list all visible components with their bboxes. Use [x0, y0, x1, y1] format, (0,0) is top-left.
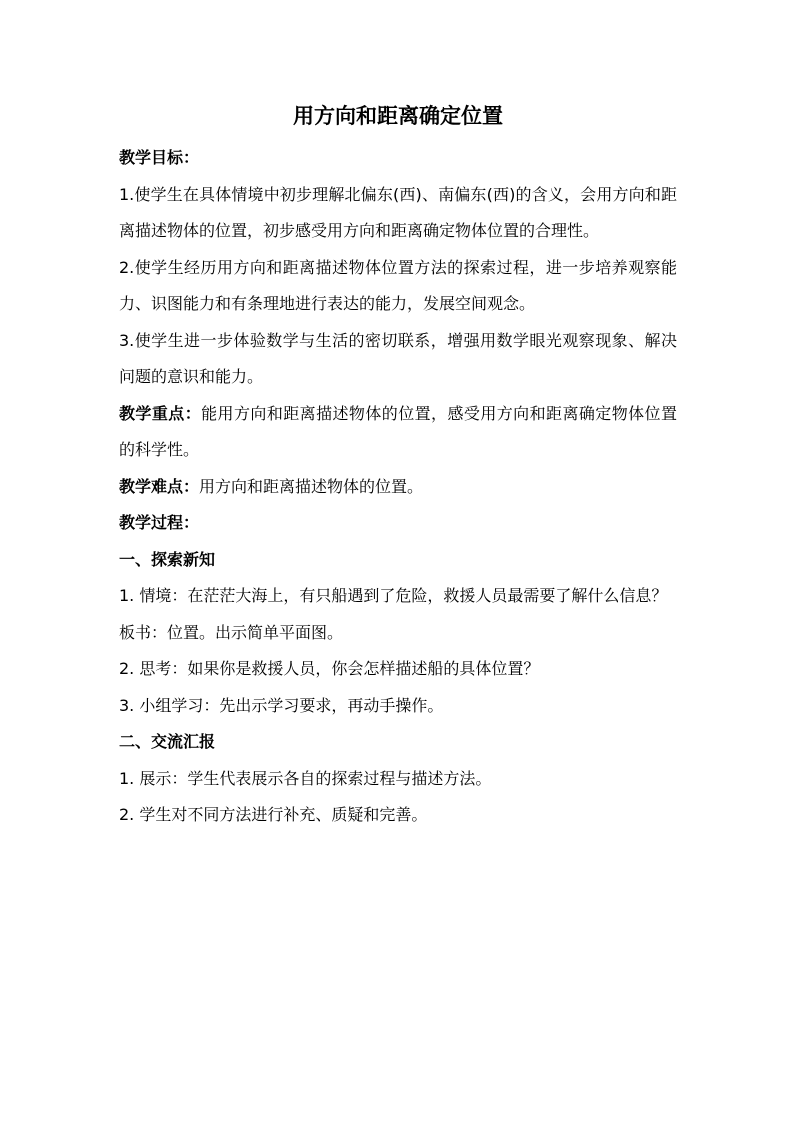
objective-item-1: 1.使学生在具体情境中初步理解北偏东(西)、南偏东(西)的含义，会用方向和距离描述物体的位置，初步感受用方向和距离确定物体位置的合理性。 [119, 184, 677, 240]
section1-item-1: 1. 情境：在茫茫大海上，有只船遇到了危险，救援人员最需要了解什么信息？ [119, 586, 668, 605]
section2-item-1: 1. 展示：学生代表展示各自的探索过程与描述方法。 [119, 768, 492, 788]
key-point-paragraph [119, 396, 677, 469]
section1-heading: 一、探索新知 [119, 549, 216, 569]
difficulty-paragraph [119, 469, 677, 506]
objective-item-2: 2.使学生经历用方向和距离描述物体位置方法的探索过程，进一步培养观察能力、识图能力和有条理地进行表达的能力，发展空间观念。 [119, 257, 677, 313]
document-body [119, 100, 677, 834]
section2-heading: 二、交流汇报 [119, 732, 216, 751]
difficulty-label: 教学难点： [119, 476, 200, 496]
key-point-text: 能用方向和距离描述物体的位置，感受用方向和距离确定物体位置的科学性。 [119, 403, 677, 459]
section1-item-4: 3. 小组学习：先出示学习要求，再动手操作。 [119, 695, 444, 715]
process-heading: 教学过程： [119, 513, 200, 532]
section1-item-2: 板书：位置。出示简单平面图。 [119, 622, 344, 642]
objective-item-3: 3.使学生进一步体验数学与生活的密切联系，增强用数学眼光观察现象、解决问题的意识和能力。 [119, 330, 677, 386]
section1-item-3: 2. 思考：如果你是救援人员，你会怎样描述船的具体位置？ [119, 659, 540, 678]
difficulty-text: 用方向和距离描述物体的位置。 [199, 476, 424, 496]
document-title: 用方向和距离确定位置 [293, 104, 503, 128]
objectives-heading: 教学目标： [119, 148, 200, 167]
key-point-label: 教学重点： [119, 403, 202, 423]
section2-item-2: 2. 学生对不同方法进行补充、质疑和完善。 [119, 805, 428, 824]
